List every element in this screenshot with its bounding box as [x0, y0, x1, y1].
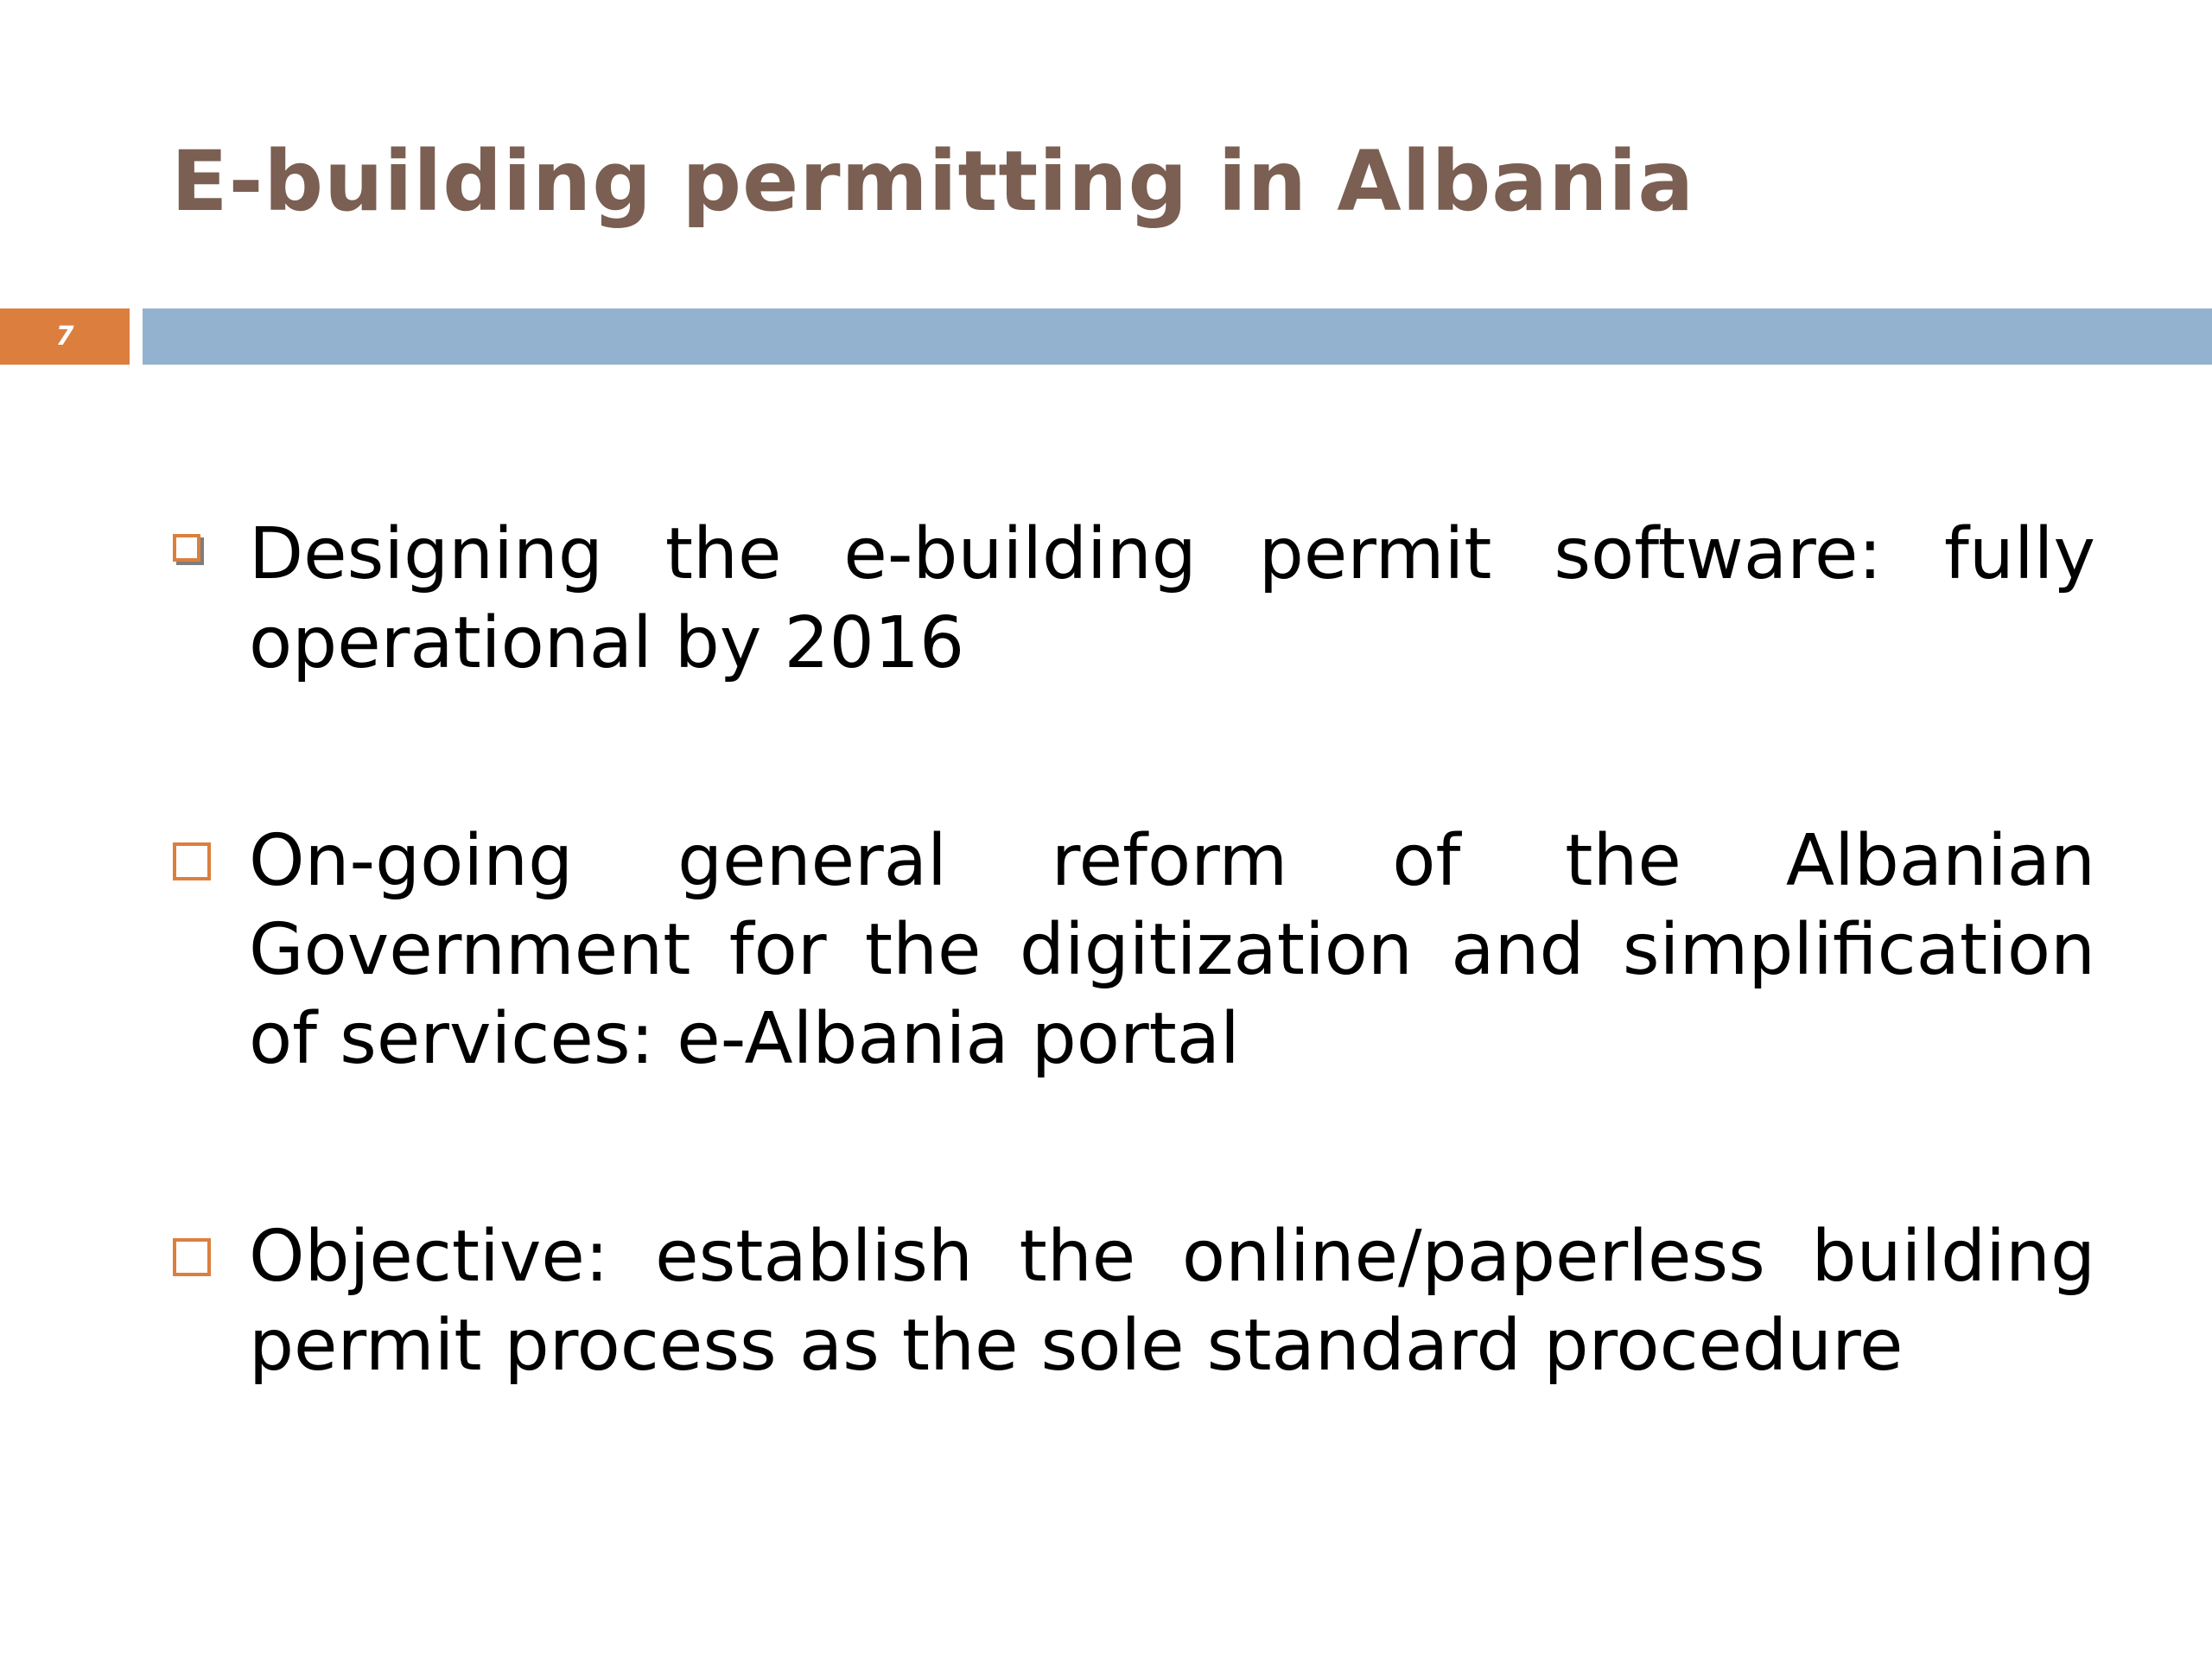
- square-checkbox-icon: [173, 534, 200, 562]
- slide-number: 7: [0, 308, 130, 365]
- hollow-square-icon: [173, 842, 211, 880]
- hollow-square-icon: [173, 1238, 211, 1276]
- bullet-text-3: Objective: establish the online/paperless building permit process as the sole standard procedure: [249, 1216, 2095, 1387]
- slide-title: E-building permitting in Albania: [171, 133, 1695, 230]
- title-divider-bar: [143, 308, 2212, 365]
- bullet-text-2: On-going general reform of the Albanian Government for the digitization and simplification of services: e-Albania portal: [249, 820, 2095, 1080]
- bullet-text-1: Designing the e-building permit software: fully operational by 2016: [249, 513, 2095, 684]
